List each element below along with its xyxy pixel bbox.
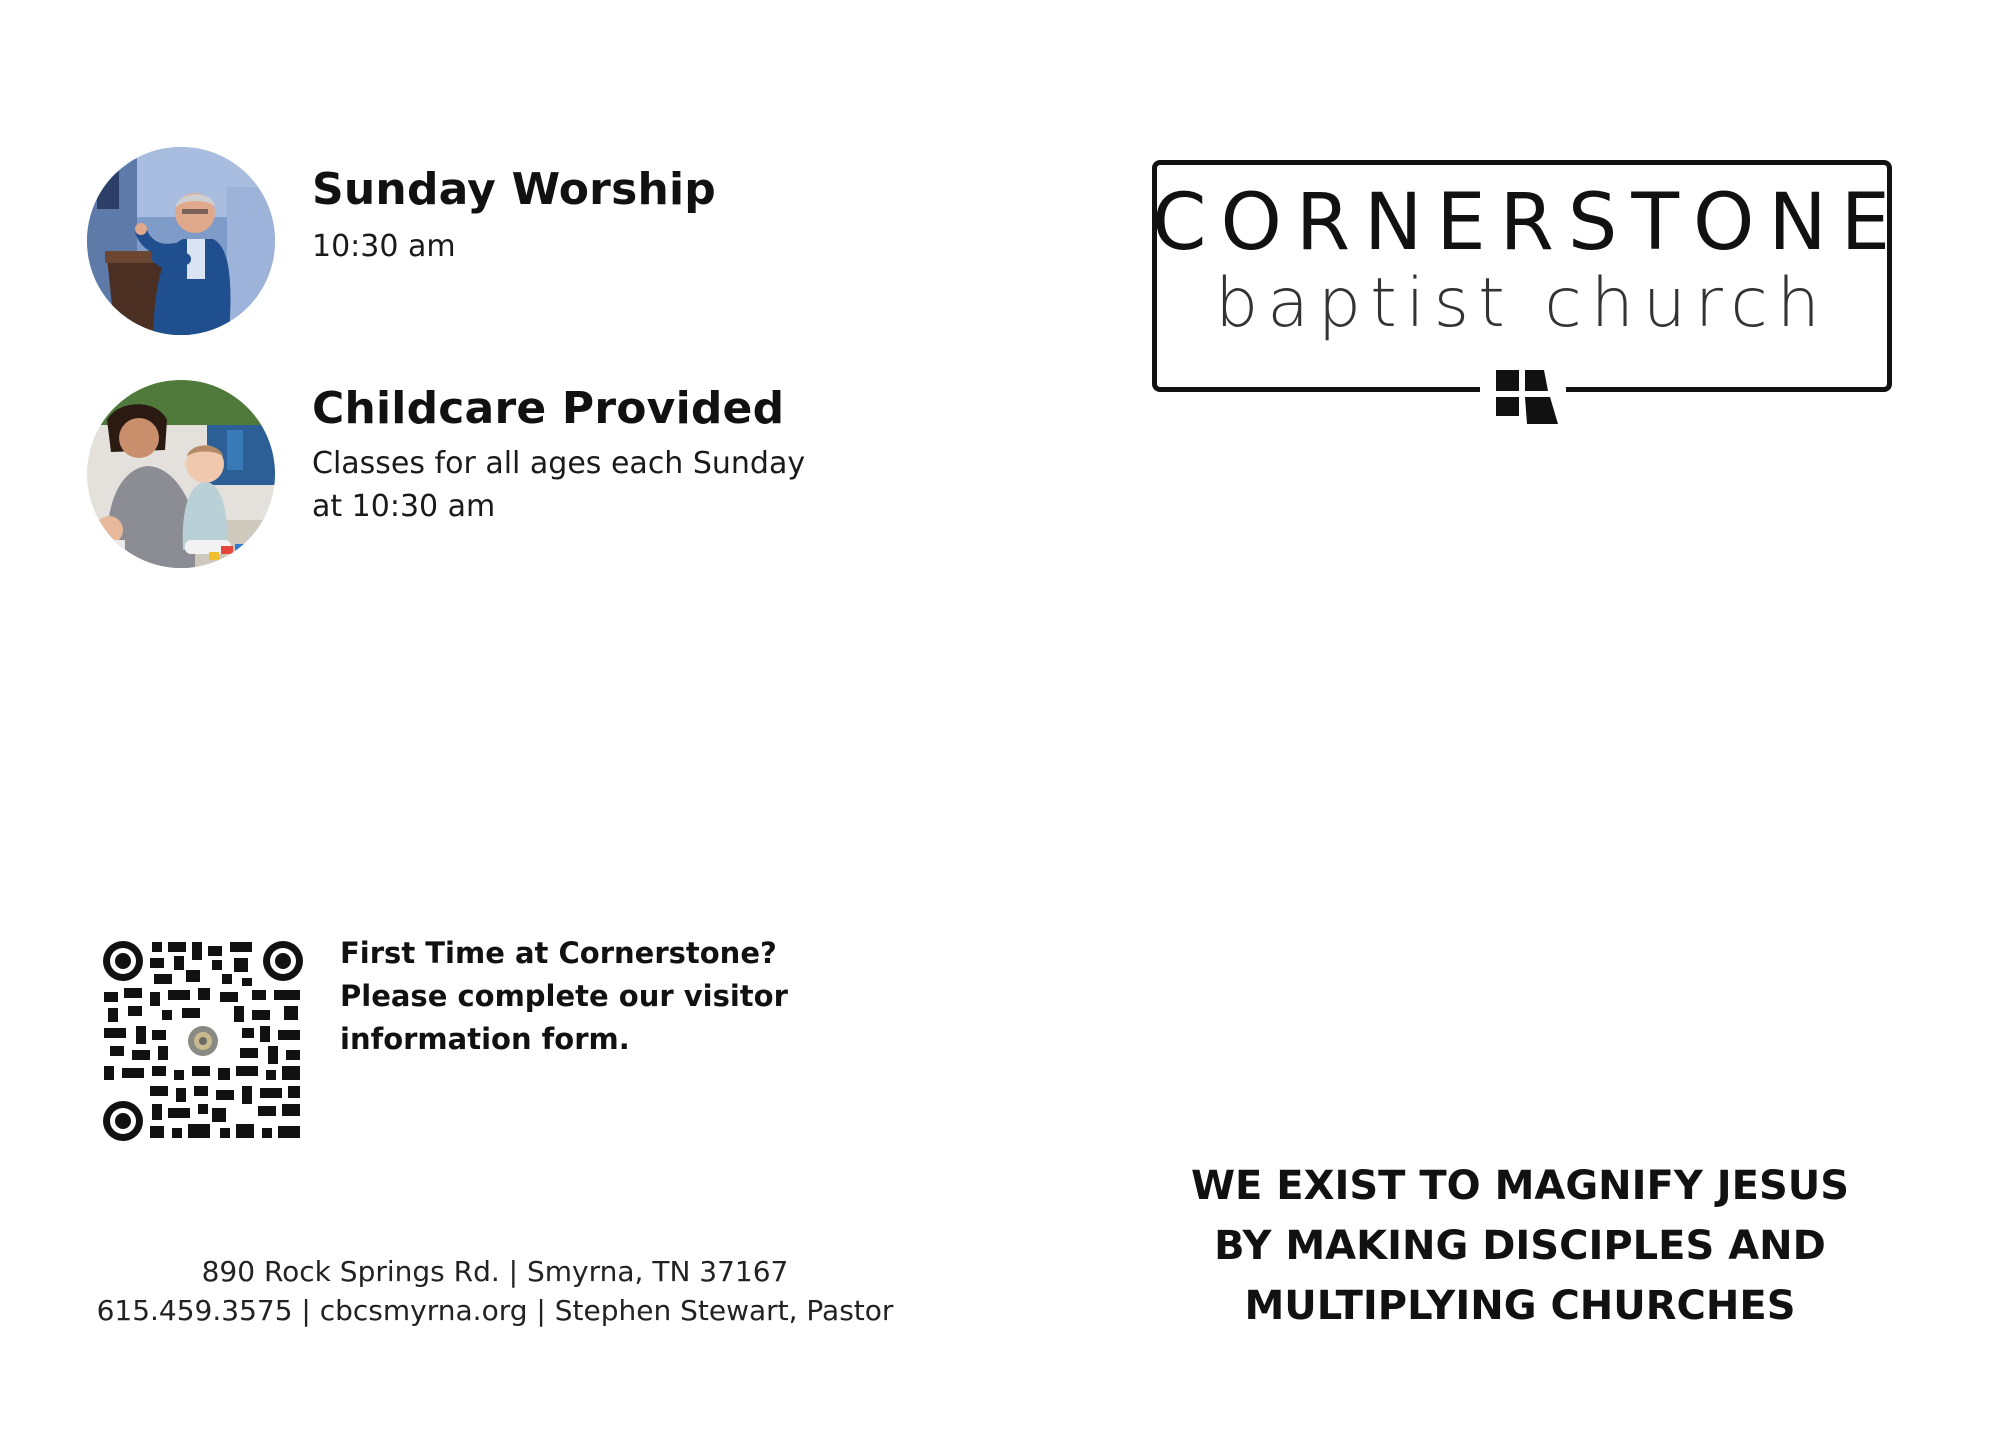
visitor-prompt-line: First Time at Cornerstone?: [340, 936, 777, 970]
phone-web-pastor-line: 615.459.3575 | cbcsmyrna.org | Stephen Stewart, Pastor: [96, 1294, 894, 1327]
visitor-form-qr-code[interactable]: [102, 940, 304, 1142]
mission-line: WE EXIST TO MAGNIFY JESUS: [1190, 1163, 1850, 1209]
visitor-prompt: [340, 932, 788, 1061]
church-logo: [1152, 158, 1905, 428]
event-time: 10:30 am: [312, 229, 456, 264]
mission-line: BY MAKING DISCIPLES AND: [1214, 1223, 1826, 1269]
pastor-preaching-photo: [87, 147, 275, 335]
contact-info: [90, 1252, 900, 1330]
event-description: Classes for all ages each Sunday: [312, 446, 806, 481]
mission-line: MULTIPLYING CHURCHES: [1244, 1283, 1796, 1329]
logo-subtitle: baptist church: [1215, 264, 1829, 343]
event-title: Sunday Worship: [312, 164, 716, 215]
event-description: at 10:30 am: [312, 489, 496, 524]
visitor-prompt-line: Please complete our visitor: [340, 979, 788, 1013]
visitor-prompt-line: information form.: [340, 1022, 630, 1056]
mother-with-children-photo: [87, 380, 275, 568]
cornerstone-blocks-icon: [1494, 368, 1564, 426]
logo-wordmark: CORNERSTONE: [1152, 178, 1905, 268]
event-title: Childcare Provided: [312, 383, 785, 434]
address-line: 890 Rock Springs Rd. | Smyrna, TN 37167: [201, 1255, 789, 1288]
mission-statement: [1140, 1156, 1900, 1336]
